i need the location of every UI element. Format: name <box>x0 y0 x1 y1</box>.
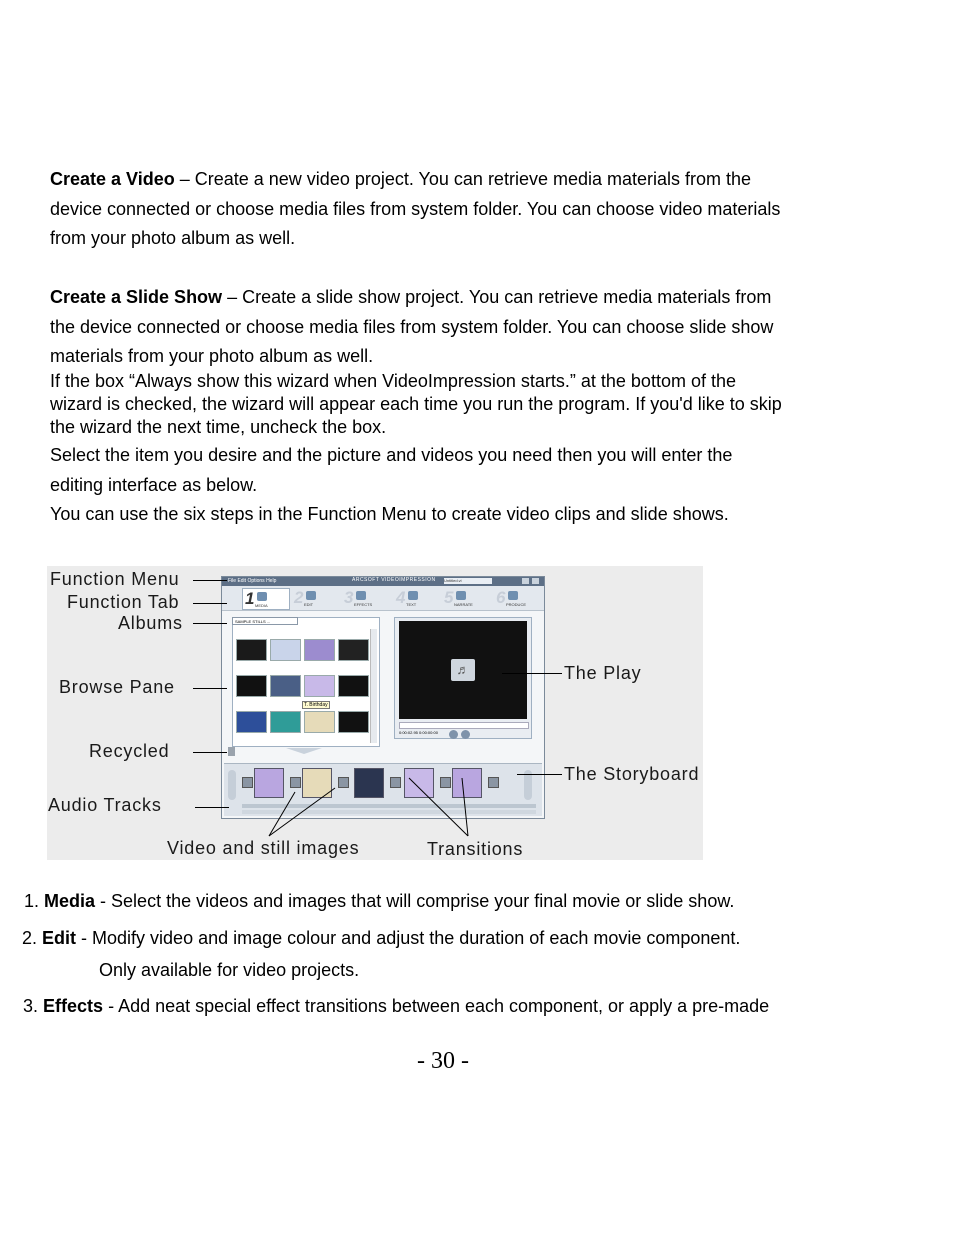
create-video-paragraph <box>50 165 880 254</box>
callout-recycled: Recycled <box>89 741 170 761</box>
tab-number: 3 <box>344 588 354 607</box>
list-text: - Add neat special effect transitions between each component, or apply a pre-made <box>103 996 770 1016</box>
callout-the-storyboard: The Storyboard <box>564 764 700 784</box>
list-item-edit-continued: Only available for video projects. <box>99 960 360 980</box>
wizard-text-1: If the box “Always show this wizard when VideoImpression starts.” at the bottom of the <box>50 371 736 391</box>
callout-transitions: Transitions <box>427 839 524 859</box>
callout-video-still-images: Video and still images <box>167 838 360 858</box>
create-slideshow-paragraph <box>50 283 880 372</box>
list-number: 1. <box>24 891 40 911</box>
create-slideshow-text-1: – Create a slide show project. You can retrieve media materials from <box>222 287 772 307</box>
wizard-text-2: wizard is checked, the wizard will appear each time you run the program. If you'd like to skip <box>50 394 782 414</box>
create-video-title: Create a Video <box>50 169 175 189</box>
create-slideshow-text-3: materials from your photo album as well. <box>50 346 374 366</box>
pointer-lines <box>47 566 707 866</box>
page-number: - 30 - <box>417 1048 469 1074</box>
list-text: - Select the videos and images that will comprise your final movie or slide show. <box>95 891 735 911</box>
albums-dropdown[interactable]: SAMPLE STILLS ... <box>232 617 298 625</box>
select-text-1: Select the item you desire and the picture and videos you need then you will enter the <box>50 445 733 465</box>
callout-audio-tracks: Audio Tracks <box>48 795 162 815</box>
create-slideshow-title: Create a Slide Show <box>50 287 223 307</box>
function-menu[interactable]: File Edit Options Help <box>228 578 277 584</box>
app-title: ARCSOFT VIDEOIMPRESSION <box>352 577 436 583</box>
tab-label: PRODUCE <box>506 602 527 607</box>
tab-number: 2 <box>294 588 304 607</box>
create-video-text-1: – Create a new video project. You can retrieve media materials from the <box>174 169 752 189</box>
select-paragraph <box>50 441 880 530</box>
tab-label: TEXT <box>406 602 417 607</box>
callout-albums: Albums <box>118 613 183 633</box>
editor-screenshot-figure <box>47 566 707 866</box>
tab-number: 5 <box>444 588 454 607</box>
list-item-edit <box>22 928 740 949</box>
list-number: 3. <box>23 996 39 1016</box>
wizard-paragraph <box>50 370 880 439</box>
tab-number: 6 <box>496 588 506 607</box>
tab-number: 1 <box>245 589 255 608</box>
list-title: Effects <box>43 996 104 1016</box>
speaker-icon: ♬ <box>451 659 475 681</box>
create-slideshow-text-2: the device connected or choose media files from system folder. You can choose slide show <box>50 316 774 337</box>
list-number: 2. <box>22 928 38 948</box>
timecode: 0:00:02.95 0:00:00:00 <box>399 730 438 735</box>
list-item-effects <box>23 996 769 1017</box>
callout-the-play: The Play <box>564 663 642 683</box>
callout-function-menu: Function Menu <box>50 569 180 589</box>
tab-label: EFFECTS <box>354 602 373 607</box>
create-video-text-2: device connected or choose media files from system folder. You can choose video materials <box>50 198 781 219</box>
list-title: Edit <box>42 928 77 948</box>
list-text: - Modify video and image colour and adjust the duration of each movie component. <box>76 928 741 948</box>
wizard-text-3: the wizard the next time, uncheck the box. <box>50 417 387 437</box>
thumbnail-tooltip: T. Birthday <box>304 702 328 708</box>
list-item-media <box>24 891 734 912</box>
tab-number: 4 <box>396 588 406 607</box>
callout-function-tab: Function Tab <box>67 592 180 612</box>
create-video-text-3: from your photo album as well. <box>50 228 296 248</box>
tab-label: MEDIA <box>255 603 268 608</box>
tab-label: EDIT <box>304 602 314 607</box>
list-title: Media <box>44 891 96 911</box>
select-text-2: editing interface as below. <box>50 474 258 495</box>
tab-label: NARRATE <box>454 602 473 607</box>
project-filename: Untitled.vi <box>444 578 492 584</box>
callout-browse-pane: Browse Pane <box>59 677 175 697</box>
six-steps-text: You can use the six steps in the Function Menu to create video clips and slide shows. <box>50 504 729 524</box>
